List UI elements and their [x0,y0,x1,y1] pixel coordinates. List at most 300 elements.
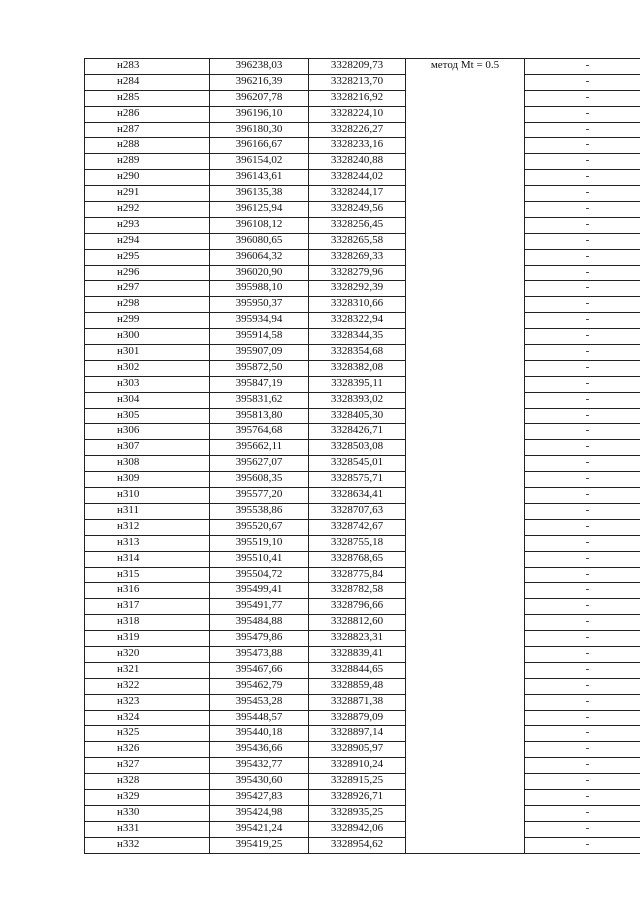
table-row [85,106,640,122]
point-name-cell: н317 [85,599,210,615]
error-cell: - [525,408,640,424]
method-cell [406,440,525,456]
y-coordinate-cell: 3328545,01 [309,456,406,472]
point-name-cell: н305 [85,408,210,424]
y-coordinate-cell: 3328322,94 [309,313,406,329]
y-coordinate-cell: 3328426,71 [309,424,406,440]
point-name-cell: н287 [85,122,210,138]
error-cell: - [525,472,640,488]
table-row [85,329,640,345]
x-coordinate-cell: 395510,41 [210,551,309,567]
method-cell [406,265,525,281]
y-coordinate-cell: 3328269,33 [309,249,406,265]
table-row [85,281,640,297]
point-name-cell: н320 [85,646,210,662]
point-name-cell: н316 [85,583,210,599]
y-coordinate-cell: 3328213,70 [309,74,406,90]
method-cell [406,710,525,726]
y-coordinate-cell: 3328310,66 [309,297,406,313]
y-coordinate-cell: 3328240,88 [309,154,406,170]
point-name-cell: н331 [85,821,210,837]
error-cell: - [525,631,640,647]
table-row [85,567,640,583]
table-row [85,821,640,837]
x-coordinate-cell: 396135,38 [210,186,309,202]
y-coordinate-cell: 3328879,09 [309,710,406,726]
y-coordinate-cell: 3328839,41 [309,646,406,662]
method-cell [406,90,525,106]
x-coordinate-cell: 396166,67 [210,138,309,154]
point-name-cell: н302 [85,360,210,376]
x-coordinate-cell: 396020,90 [210,265,309,281]
point-name-cell: н323 [85,694,210,710]
point-name-cell: н328 [85,774,210,790]
point-name-cell: н319 [85,631,210,647]
y-coordinate-cell: 3328782,58 [309,583,406,599]
method-cell [406,758,525,774]
error-cell: - [525,376,640,392]
error-cell: - [525,726,640,742]
point-name-cell: н329 [85,789,210,805]
y-coordinate-cell: 3328354,68 [309,345,406,361]
method-cell [406,392,525,408]
y-coordinate-cell: 3328292,39 [309,281,406,297]
table-row [85,837,640,853]
table-row [85,408,640,424]
point-name-cell: н325 [85,726,210,742]
method-cell [406,488,525,504]
error-cell: - [525,646,640,662]
table-row [85,74,640,90]
x-coordinate-cell: 395577,20 [210,488,309,504]
table-row [85,583,640,599]
method-cell [406,503,525,519]
x-coordinate-cell: 395662,11 [210,440,309,456]
error-cell: - [525,583,640,599]
x-coordinate-cell: 395436,66 [210,742,309,758]
point-name-cell: н299 [85,313,210,329]
method-cell [406,583,525,599]
table-row [85,488,640,504]
method-cell [406,472,525,488]
y-coordinate-cell: 3328395,11 [309,376,406,392]
point-name-cell: н322 [85,678,210,694]
method-cell [406,297,525,313]
point-name-cell: н297 [85,281,210,297]
point-name-cell: н326 [85,742,210,758]
method-cell [406,615,525,631]
method-cell [406,726,525,742]
table-row [85,774,640,790]
point-name-cell: н308 [85,456,210,472]
method-cell [406,821,525,837]
error-cell: - [525,202,640,218]
method-cell [406,774,525,790]
x-coordinate-cell: 395462,79 [210,678,309,694]
table-row [85,122,640,138]
table-row [85,440,640,456]
x-coordinate-cell: 396180,30 [210,122,309,138]
x-coordinate-cell: 395519,10 [210,535,309,551]
method-cell [406,694,525,710]
point-name-cell: н304 [85,392,210,408]
error-cell: - [525,678,640,694]
error-cell: - [525,789,640,805]
method-label-cell: метод Mt = 0.5 [406,59,525,75]
point-name-cell: н290 [85,170,210,186]
point-name-cell: н309 [85,472,210,488]
error-cell: - [525,837,640,853]
y-coordinate-cell: 3328216,92 [309,90,406,106]
table-row [85,710,640,726]
point-name-cell: н330 [85,805,210,821]
method-cell [406,456,525,472]
method-cell [406,551,525,567]
method-cell [406,329,525,345]
error-cell: - [525,106,640,122]
table-row [85,631,640,647]
y-coordinate-cell: 3328244,17 [309,186,406,202]
method-cell [406,217,525,233]
table-row [85,360,640,376]
error-cell: - [525,281,640,297]
point-name-cell: н293 [85,217,210,233]
error-cell: - [525,392,640,408]
table-row [85,615,640,631]
x-coordinate-cell: 395847,19 [210,376,309,392]
method-cell [406,313,525,329]
y-coordinate-cell: 3328224,10 [309,106,406,122]
x-coordinate-cell: 395831,62 [210,392,309,408]
x-coordinate-cell: 395988,10 [210,281,309,297]
y-coordinate-cell: 3328768,65 [309,551,406,567]
x-coordinate-cell: 395504,72 [210,567,309,583]
table-row [85,59,640,75]
method-cell [406,805,525,821]
table-row [85,789,640,805]
table-row [85,202,640,218]
y-coordinate-cell: 3328249,56 [309,202,406,218]
error-cell: - [525,488,640,504]
error-cell: - [525,742,640,758]
point-name-cell: н288 [85,138,210,154]
x-coordinate-cell: 396108,12 [210,217,309,233]
point-name-cell: н321 [85,662,210,678]
method-cell [406,519,525,535]
x-coordinate-cell: 395440,18 [210,726,309,742]
x-coordinate-cell: 395430,60 [210,774,309,790]
x-coordinate-cell: 395424,98 [210,805,309,821]
x-coordinate-cell: 396207,78 [210,90,309,106]
x-coordinate-cell: 395764,68 [210,424,309,440]
table-row [85,519,640,535]
table-row [85,265,640,281]
method-cell [406,281,525,297]
table-row [85,138,640,154]
table-row [85,726,640,742]
y-coordinate-cell: 3328503,08 [309,440,406,456]
y-coordinate-cell: 3328915,25 [309,774,406,790]
x-coordinate-cell: 395499,41 [210,583,309,599]
x-coordinate-cell: 396216,39 [210,74,309,90]
x-coordinate-cell: 395421,24 [210,821,309,837]
error-cell: - [525,122,640,138]
y-coordinate-cell: 3328755,18 [309,535,406,551]
table-row [85,646,640,662]
y-coordinate-cell: 3328812,60 [309,615,406,631]
y-coordinate-cell: 3328905,97 [309,742,406,758]
y-coordinate-cell: 3328233,16 [309,138,406,154]
y-coordinate-cell: 3328954,62 [309,837,406,853]
point-name-cell: н286 [85,106,210,122]
error-cell: - [525,821,640,837]
x-coordinate-cell: 396080,65 [210,233,309,249]
point-name-cell: н292 [85,202,210,218]
table-row [85,249,640,265]
point-name-cell: н284 [85,74,210,90]
y-coordinate-cell: 3328405,30 [309,408,406,424]
point-name-cell: н332 [85,837,210,853]
error-cell: - [525,424,640,440]
coordinates-table-body [85,59,640,854]
y-coordinate-cell: 3328265,58 [309,233,406,249]
x-coordinate-cell: 395479,86 [210,631,309,647]
error-cell: - [525,694,640,710]
table-row [85,742,640,758]
table-row [85,217,640,233]
error-cell: - [525,551,640,567]
point-name-cell: н310 [85,488,210,504]
y-coordinate-cell: 3328859,48 [309,678,406,694]
error-cell: - [525,360,640,376]
method-cell [406,345,525,361]
point-name-cell: н295 [85,249,210,265]
table-row [85,694,640,710]
point-name-cell: н296 [85,265,210,281]
error-cell: - [525,662,640,678]
point-name-cell: н306 [85,424,210,440]
table-row [85,376,640,392]
x-coordinate-cell: 395950,37 [210,297,309,313]
y-coordinate-cell: 3328393,02 [309,392,406,408]
x-coordinate-cell: 396154,02 [210,154,309,170]
y-coordinate-cell: 3328844,65 [309,662,406,678]
method-cell [406,249,525,265]
x-coordinate-cell: 395448,57 [210,710,309,726]
point-name-cell: н314 [85,551,210,567]
x-coordinate-cell: 395467,66 [210,662,309,678]
method-cell [406,360,525,376]
y-coordinate-cell: 3328742,67 [309,519,406,535]
y-coordinate-cell: 3328871,38 [309,694,406,710]
point-name-cell: н312 [85,519,210,535]
table-row [85,805,640,821]
error-cell: - [525,758,640,774]
error-cell: - [525,59,640,75]
error-cell: - [525,710,640,726]
y-coordinate-cell: 3328935,25 [309,805,406,821]
x-coordinate-cell: 395484,88 [210,615,309,631]
y-coordinate-cell: 3328910,24 [309,758,406,774]
x-coordinate-cell: 395453,28 [210,694,309,710]
method-cell [406,122,525,138]
point-name-cell: н301 [85,345,210,361]
y-coordinate-cell: 3328796,66 [309,599,406,615]
method-cell [406,138,525,154]
point-name-cell: н315 [85,567,210,583]
x-coordinate-cell: 395432,77 [210,758,309,774]
y-coordinate-cell: 3328942,06 [309,821,406,837]
error-cell: - [525,265,640,281]
point-name-cell: н289 [85,154,210,170]
method-cell [406,106,525,122]
table-row [85,90,640,106]
error-cell: - [525,456,640,472]
error-cell: - [525,297,640,313]
table-row [85,313,640,329]
table-row [85,233,640,249]
point-name-cell: н311 [85,503,210,519]
method-cell [406,535,525,551]
error-cell: - [525,535,640,551]
error-cell: - [525,90,640,106]
method-cell [406,233,525,249]
error-cell: - [525,599,640,615]
table-row [85,186,640,202]
x-coordinate-cell: 395914,58 [210,329,309,345]
coordinates-table [84,58,640,854]
error-cell: - [525,186,640,202]
table-row [85,599,640,615]
y-coordinate-cell: 3328209,73 [309,59,406,75]
error-cell: - [525,138,640,154]
y-coordinate-cell: 3328575,71 [309,472,406,488]
method-cell [406,202,525,218]
method-cell [406,567,525,583]
x-coordinate-cell: 395813,80 [210,408,309,424]
point-name-cell: н327 [85,758,210,774]
error-cell: - [525,519,640,535]
y-coordinate-cell: 3328344,35 [309,329,406,345]
method-cell [406,74,525,90]
x-coordinate-cell: 395419,25 [210,837,309,853]
point-name-cell: н294 [85,233,210,249]
method-cell [406,424,525,440]
table-row [85,392,640,408]
method-cell [406,170,525,186]
table-row [85,472,640,488]
error-cell: - [525,345,640,361]
y-coordinate-cell: 3328823,31 [309,631,406,647]
table-row [85,297,640,313]
method-cell [406,837,525,853]
point-name-cell: н298 [85,297,210,313]
point-name-cell: н285 [85,90,210,106]
method-cell [406,599,525,615]
x-coordinate-cell: 395608,35 [210,472,309,488]
x-coordinate-cell: 395907,09 [210,345,309,361]
y-coordinate-cell: 3328279,96 [309,265,406,281]
error-cell: - [525,170,640,186]
x-coordinate-cell: 395427,83 [210,789,309,805]
y-coordinate-cell: 3328926,71 [309,789,406,805]
method-cell [406,186,525,202]
x-coordinate-cell: 396238,03 [210,59,309,75]
x-coordinate-cell: 395872,50 [210,360,309,376]
y-coordinate-cell: 3328707,63 [309,503,406,519]
y-coordinate-cell: 3328382,08 [309,360,406,376]
table-row [85,551,640,567]
error-cell: - [525,154,640,170]
error-cell: - [525,805,640,821]
method-cell [406,631,525,647]
point-name-cell: н303 [85,376,210,392]
x-coordinate-cell: 395934,94 [210,313,309,329]
method-cell [406,742,525,758]
method-cell [406,662,525,678]
point-name-cell: н313 [85,535,210,551]
x-coordinate-cell: 395538,86 [210,503,309,519]
error-cell: - [525,440,640,456]
table-row [85,678,640,694]
table-row [85,424,640,440]
point-name-cell: н307 [85,440,210,456]
error-cell: - [525,313,640,329]
x-coordinate-cell: 396196,10 [210,106,309,122]
x-coordinate-cell: 395473,88 [210,646,309,662]
y-coordinate-cell: 3328244,02 [309,170,406,186]
table-row [85,456,640,472]
point-name-cell: н324 [85,710,210,726]
table-row [85,345,640,361]
x-coordinate-cell: 395491,77 [210,599,309,615]
x-coordinate-cell: 396125,94 [210,202,309,218]
x-coordinate-cell: 396064,32 [210,249,309,265]
y-coordinate-cell: 3328775,84 [309,567,406,583]
point-name-cell: н300 [85,329,210,345]
y-coordinate-cell: 3328256,45 [309,217,406,233]
error-cell: - [525,217,640,233]
error-cell: - [525,329,640,345]
table-row [85,154,640,170]
error-cell: - [525,503,640,519]
table-row [85,535,640,551]
table-row [85,662,640,678]
method-cell [406,678,525,694]
y-coordinate-cell: 3328226,27 [309,122,406,138]
error-cell: - [525,249,640,265]
method-cell [406,408,525,424]
error-cell: - [525,774,640,790]
error-cell: - [525,74,640,90]
x-coordinate-cell: 395627,07 [210,456,309,472]
method-cell [406,789,525,805]
error-cell: - [525,233,640,249]
method-cell [406,646,525,662]
method-cell [406,376,525,392]
point-name-cell: н291 [85,186,210,202]
table-row [85,170,640,186]
point-name-cell: н283 [85,59,210,75]
table-row [85,758,640,774]
y-coordinate-cell: 3328897,14 [309,726,406,742]
x-coordinate-cell: 395520,67 [210,519,309,535]
error-cell: - [525,615,640,631]
method-cell [406,154,525,170]
table-row [85,503,640,519]
point-name-cell: н318 [85,615,210,631]
x-coordinate-cell: 396143,61 [210,170,309,186]
